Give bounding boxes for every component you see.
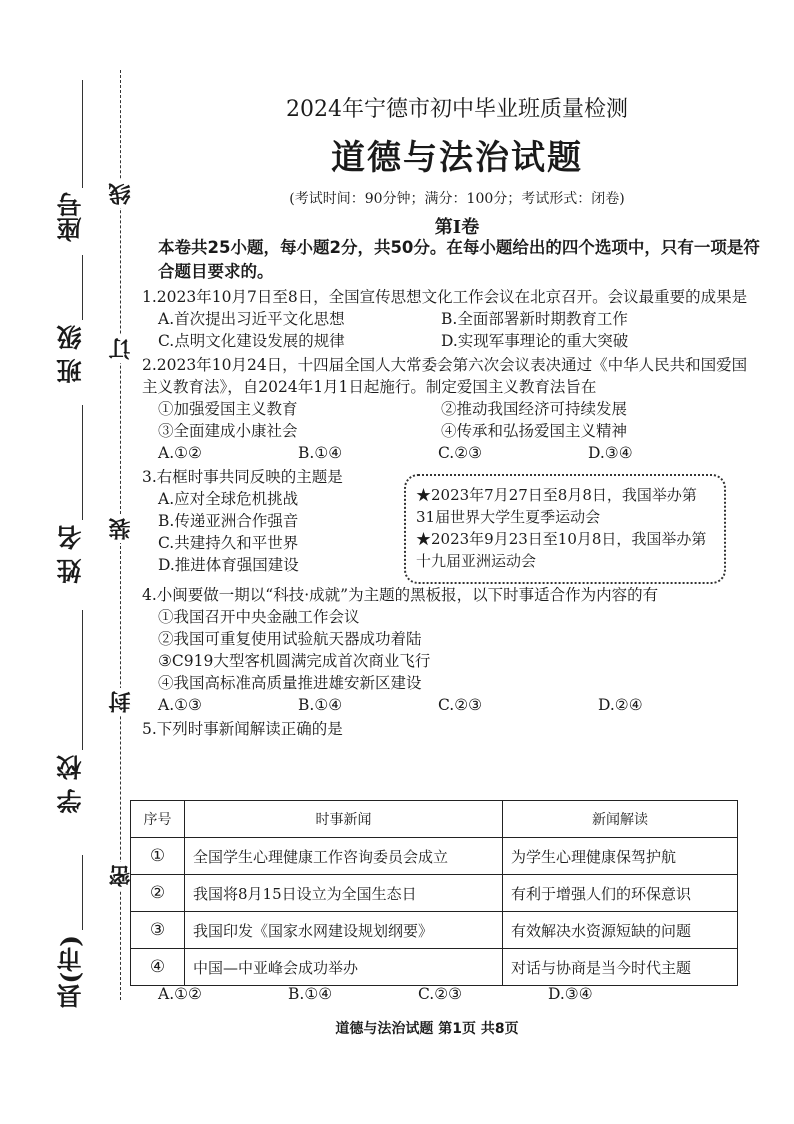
option-a: A.首次提出习近平文化思想: [158, 310, 345, 328]
header-news: 时事新闻: [185, 801, 503, 838]
option-d: D.③④: [588, 444, 633, 462]
statement-2: ②我国可重复使用试验航天器成功着陆: [158, 630, 422, 648]
row-num: ④: [131, 949, 185, 986]
row-news: 全国学生心理健康工作咨询委员会成立: [185, 838, 503, 875]
table-row: [131, 838, 738, 875]
question-4: [142, 584, 762, 716]
option-a: A.①②: [158, 444, 202, 462]
question-5-options: [158, 985, 678, 1003]
option-a: A.应对全球危机挑战: [158, 490, 299, 508]
option-d: D.②④: [598, 696, 643, 714]
school-label: 学 校: [56, 755, 85, 814]
class-label: 班 级: [56, 325, 85, 384]
seal-word-mi: 密: [105, 862, 136, 890]
question-3: [142, 466, 762, 576]
option-c: C.点明文化建设发展的规律: [158, 332, 345, 350]
question-1: [142, 286, 762, 352]
questions: [142, 236, 762, 740]
row-num: ①: [131, 838, 185, 875]
name-label: 姓 名: [56, 525, 85, 584]
news-item-2: ★2023年9月23日至10月8日，我国举办第十九届亚洲运动会: [416, 530, 707, 570]
statement-1: ①我国召开中央金融工作会议: [158, 608, 360, 626]
option-b: B.全面部署新时期教育工作: [441, 310, 628, 328]
row-reading: 对话与协商是当今时代主题: [503, 949, 738, 986]
option-c: C.共建持久和平世界: [158, 534, 299, 552]
statement-1: ①加强爱国主义教育: [158, 400, 298, 418]
news-item-1: ★2023年7月27日至8月8日，我国举办第31届世界大学生夏季运动会: [416, 486, 697, 526]
row-news: 我国将8月15日设立为全国生态日: [185, 875, 503, 912]
option-a: A.①②: [158, 985, 202, 1003]
option-b: B.①④: [298, 444, 343, 462]
statement-2: ②推动我国经济可持续发展: [441, 400, 628, 418]
class-blank-line: [82, 255, 83, 320]
table-row: [131, 875, 738, 912]
option-b: B.传递亚洲合作强音: [158, 512, 299, 530]
exam-subtitle: 2024年宁德市初中毕业班质量检测: [286, 97, 628, 122]
row-num: ②: [131, 875, 185, 912]
option-d: D.③④: [548, 985, 593, 1003]
seal-word-zhuang: 装: [105, 515, 136, 543]
table-row: [131, 912, 738, 949]
question-2: [142, 354, 762, 464]
row-news: 我国印发《国家水网建设规划纲要》: [185, 912, 503, 949]
news-box: [404, 474, 726, 584]
news-table: [130, 800, 738, 986]
school-blank-line: [82, 610, 83, 750]
option-b: B.①④: [298, 696, 343, 714]
statement-3: ③全面建成小康社会: [158, 422, 298, 440]
question-stem: 2.2023年10月24日，十四届全国人大常委会第六次会议表决通过《中华人民共和国爱国主义教育法》，自2024年1月1日起施行。制定爱国主义教育法旨在: [142, 356, 748, 396]
option-c: C.②③: [438, 696, 483, 714]
statement-4: ④我国高标准高质量推进雄安新区建设: [158, 674, 422, 692]
page-footer: 道德与法治试题 第1页 共8页: [335, 1021, 519, 1037]
statement-3: ③C919大型客机圆满完成首次商业飞行: [158, 652, 431, 670]
county-blank-line: [82, 855, 83, 930]
option-d: D.推进体育强国建设: [158, 556, 299, 574]
row-num: ③: [131, 912, 185, 949]
question-5-stem: 5.下列时事新闻解读正确的是: [142, 720, 343, 738]
county-label: 县(市): [56, 935, 85, 1009]
section-instructions: 本卷共25小题，每小题2分，共50分。在每小题给出的四个选项中，只有一项是符合题目要求的。: [158, 238, 760, 281]
row-reading: 为学生心理健康保驾护航: [503, 838, 738, 875]
header-num: 序号: [131, 801, 185, 838]
name-blank-line: [82, 405, 83, 520]
question-stem: 4.小闽要做一期以“科技·成就”为主题的黑板报，以下时事适合作为内容的有: [142, 586, 659, 604]
exam-info: (考试时间：90分钟；满分：100分；考试形式：闭卷): [289, 191, 625, 207]
statement-4: ④传承和弘扬爱国主义精神: [441, 422, 628, 440]
seal-word-feng: 封: [105, 688, 136, 716]
option-d: D.实现军事理论的重大突破: [441, 332, 629, 350]
seal-word-xian: 线: [105, 180, 136, 208]
row-reading: 有利于增强人们的环保意识: [503, 875, 738, 912]
exam-title: 道德与法治试题: [331, 138, 583, 178]
row-reading: 有效解决水资源短缺的问题: [503, 912, 738, 949]
row-news: 中国—中亚峰会成功举办: [185, 949, 503, 986]
option-a: A.①③: [158, 696, 202, 714]
seat-label: 座号: [56, 192, 85, 242]
question-stem: 3.右框时事共同反映的主题是: [142, 468, 343, 486]
table-header-row: [131, 801, 738, 838]
question-stem: 1.2023年10月7日至8日，全国宣传思想文化工作会议在北京召开。会议最重要的成果是: [142, 288, 748, 306]
volume-heading: 第Ⅰ卷: [434, 217, 480, 238]
header-reading: 新闻解读: [503, 801, 738, 838]
option-c: C.②③: [438, 444, 483, 462]
option-b: B.①④: [288, 985, 333, 1003]
option-c: C.②③: [418, 985, 463, 1003]
table-row: [131, 949, 738, 986]
seal-word-ding: 订: [105, 335, 136, 363]
